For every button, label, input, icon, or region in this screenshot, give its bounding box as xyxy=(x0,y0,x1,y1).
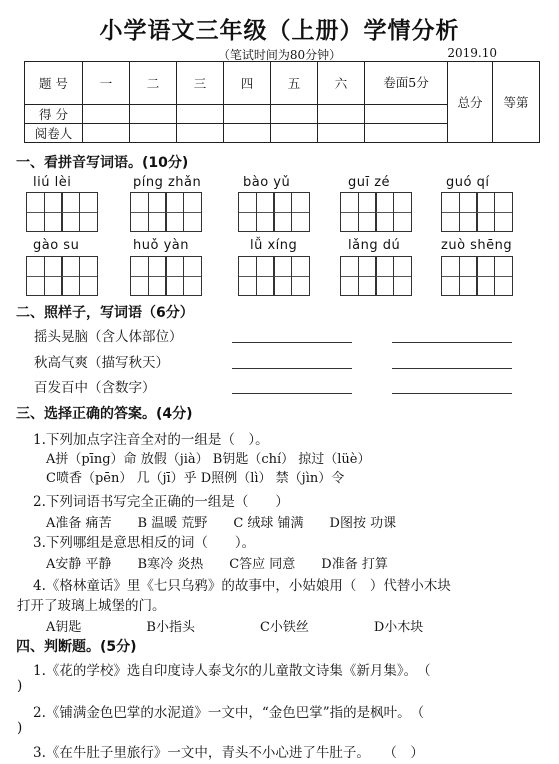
score-header-cell: 三 xyxy=(177,62,224,105)
pinyin-label: gào su xyxy=(33,238,80,253)
judge-question-2: 2.《铺满金色巴掌的水泥道》一文中，“金色巴掌”指的是枫叶。 （ xyxy=(33,705,425,721)
answer-blank[interactable] xyxy=(392,341,512,343)
writing-grid[interactable] xyxy=(238,192,310,232)
judge-question-2-end: ) xyxy=(17,720,23,736)
writing-grid[interactable] xyxy=(130,192,202,232)
question-1: 1.下列加点字注音全对的一组是（ ）。 xyxy=(33,432,269,448)
example-word: 百发百中（含数字） xyxy=(34,380,156,396)
exam-date: 2019.10 xyxy=(447,46,497,60)
example-word: 摇头晃脑（含人体部位） xyxy=(34,329,183,345)
score-header-cell: 一 xyxy=(83,62,130,105)
score-cell xyxy=(271,105,318,124)
score-cell xyxy=(365,105,448,124)
score-header-cell: 四 xyxy=(224,62,271,105)
score-header-cell: 二 xyxy=(130,62,177,105)
writing-grid[interactable] xyxy=(340,256,412,296)
pinyin-label: guī zé xyxy=(348,175,391,190)
judge-question-3: 3.《在牛肚子里旅行》一文中，青头不小心进了牛肚子。 （ ） xyxy=(33,745,424,761)
score-cell xyxy=(224,105,271,124)
score-table xyxy=(24,61,540,143)
score-cell xyxy=(318,105,365,124)
score-cell xyxy=(83,124,130,143)
question-3-options: A安静 平静 B寒冷 炎热 C答应 同意 D准备 打算 xyxy=(46,557,388,572)
writing-grid[interactable] xyxy=(26,256,98,296)
pinyin-label: bào yǔ xyxy=(243,175,291,190)
judge-question-1-end: ) xyxy=(17,678,23,694)
answer-blank[interactable] xyxy=(232,367,352,369)
section-2-heading: 二、照样子，写词语（6分） xyxy=(16,305,194,321)
answer-blank[interactable] xyxy=(232,341,352,343)
writing-grid[interactable] xyxy=(441,256,513,296)
section-3-heading: 三、选择正确的答案。(4分) xyxy=(16,406,193,422)
score-cell xyxy=(130,105,177,124)
answer-blank[interactable] xyxy=(392,392,512,394)
pinyin-label: huǒ yàn xyxy=(133,238,189,253)
score-header-cell: 等第 xyxy=(493,62,540,143)
score-header-cell: 总分 xyxy=(448,62,493,143)
pinyin-label: liú lèi xyxy=(33,175,72,190)
pinyin-label: píng zhǎn xyxy=(133,175,202,190)
score-cell xyxy=(177,124,224,143)
writing-grid[interactable] xyxy=(130,256,202,296)
section-1-heading: 一、看拼音写词语。(10分) xyxy=(16,155,189,171)
question-1-options: C喷香（pēn） 几（jī）乎 D照例（lì） 禁（jìn）令 xyxy=(46,471,345,486)
writing-grid[interactable] xyxy=(26,192,98,232)
question-1-options: A拼（pīng）命 放假（jià） B钥匙（chí） 掠过（lüè） xyxy=(46,452,371,467)
score-cell xyxy=(224,124,271,143)
answer-blank[interactable] xyxy=(392,367,512,369)
writing-grid[interactable] xyxy=(238,256,310,296)
score-row-label: 阅卷人 xyxy=(25,124,83,143)
question-2: 2.下列词语书写完全正确的一组是（ ） xyxy=(33,494,289,510)
score-cell xyxy=(271,124,318,143)
pinyin-label: zuò shēng xyxy=(441,238,513,253)
score-cell xyxy=(177,105,224,124)
answer-blank[interactable] xyxy=(232,392,352,394)
score-header-cell: 五 xyxy=(271,62,318,105)
score-cell xyxy=(318,124,365,143)
score-row-label: 得 分 xyxy=(25,105,83,124)
pinyin-label: guó qí xyxy=(446,175,490,190)
score-cell xyxy=(83,105,130,124)
score-header-cell: 六 xyxy=(318,62,365,105)
question-2-options: A准备 痛苦 B 温暖 荒野 C 绒球 铺满 D图按 功课 xyxy=(46,516,397,531)
score-cell xyxy=(365,124,448,143)
question-3: 3.下列哪组是意思相反的词（ ）。 xyxy=(33,535,256,551)
writing-grid[interactable] xyxy=(340,192,412,232)
pinyin-label: lǎng dú xyxy=(348,238,401,253)
question-4-cont: 打开了玻璃上城堡的门。 xyxy=(17,598,166,614)
section-4-heading: 四、判断题。(5分) xyxy=(16,639,137,655)
score-header-cell: 卷面5分 xyxy=(365,62,448,105)
pinyin-label: lǚ xíng xyxy=(250,238,298,253)
question-4: 4.《格林童话》里《七只乌鸦》的故事中，小姑娘用（ ）代替小木块 xyxy=(33,578,451,594)
page-title: 小学语文三年级（上册）学情分析 xyxy=(99,18,460,44)
score-cell xyxy=(130,124,177,143)
example-word: 秋高气爽（描写秋天） xyxy=(34,355,169,371)
score-header-cell: 题 号 xyxy=(25,62,83,105)
question-4-options: A钥匙 B小指头 C小铁丝 D小木块 xyxy=(46,620,424,635)
judge-question-1: 1.《花的学校》选自印度诗人泰戈尔的儿童散文诗集《新月集》。 （ xyxy=(33,663,431,679)
writing-grid[interactable] xyxy=(441,192,513,232)
exam-time-note: （笔试时间为80分钟） xyxy=(217,48,342,62)
